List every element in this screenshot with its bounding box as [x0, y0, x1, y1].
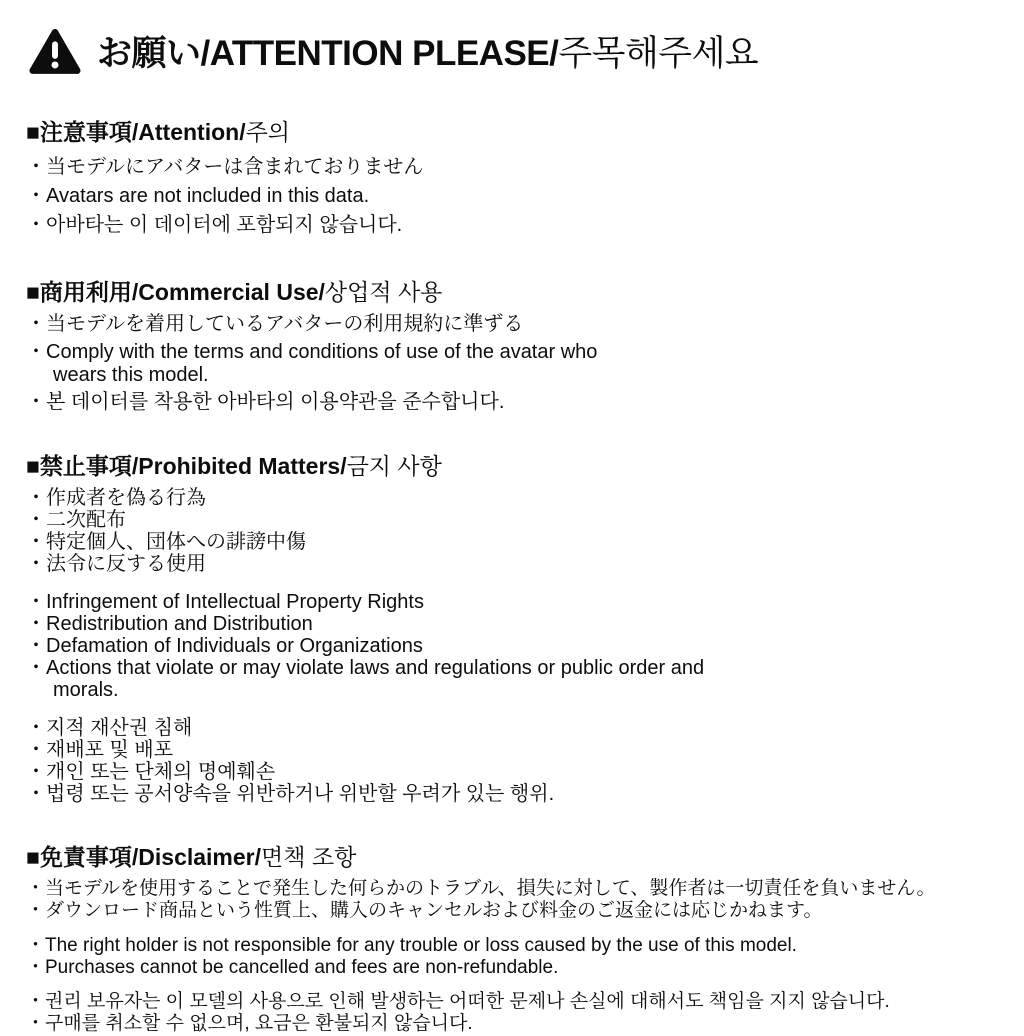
- page-title: [97, 26, 758, 76]
- bullet-line-kr: ・지적 재산권 침해: [26, 717, 193, 740]
- page-header: [28, 26, 998, 76]
- section-disclaimer: [26, 839, 998, 1035]
- heading-korean: 상업적 사용: [324, 279, 443, 305]
- bullet-line-kr: ・법령 또는 공서양속을 위반하거나 위반할 우려가 있는 행위.: [26, 783, 555, 806]
- bullet-line-jp: ・特定個人、団体への誹謗中傷: [26, 531, 306, 554]
- section-prohibited-matters-heading: [26, 448, 998, 481]
- heading-main: ■禁止事項/Prohibited Matters/: [26, 453, 347, 480]
- bullet-group-english: [26, 935, 998, 979]
- bullet-line-jp: ・ダウンロード商品という性質上、購入のキャンセルおよび料金のご返金には応じかねます。: [26, 900, 823, 922]
- page-title-korean: 주목해주세요: [558, 34, 759, 73]
- bullet-line-jp: ・法令に反する使用: [26, 553, 206, 576]
- bullet-line-jp: ・二次配布: [26, 509, 126, 532]
- heading-korean: 주의: [245, 119, 291, 145]
- heading-korean: 면책 조항: [261, 844, 357, 871]
- heading-main: ■商用利用/Commercial Use/: [26, 279, 325, 305]
- bullet-group-korean: [26, 991, 998, 1035]
- heading-main: ■免責事項/Disclaimer/: [26, 844, 262, 871]
- bullet-line-jp: ・当モデルを着用しているアバターの利用規約に準ずる: [26, 313, 524, 335]
- bullet-group-trilingual: [26, 153, 998, 240]
- bullet-line-kr: ・아바타는 이 데이터에 포함되지 않습니다.: [26, 214, 403, 236]
- section-disclaimer-heading: [26, 839, 998, 872]
- bullet-line-en: ・Comply with the terms and conditions of use of the avatar who wears this model.: [26, 340, 598, 386]
- bullet-group-trilingual: [26, 313, 998, 414]
- bullet-line-en: ・Defamation of Individuals or Organizations: [26, 635, 423, 658]
- section-commercial-use: [26, 274, 998, 414]
- bullet-line-jp: ・当モデルにアバターは含まれておりません: [26, 156, 424, 178]
- bullet-group-english: [26, 591, 998, 701]
- bullet-group-japanese: [26, 487, 998, 575]
- bullet-line-en: ・The right holder is not responsible for any trouble or loss caused by the use of this model.: [26, 934, 797, 956]
- bullet-group-korean: [26, 717, 998, 805]
- bullet-line-jp: ・作成者を偽る行為: [26, 487, 206, 510]
- bullet-line-kr: ・재배포 및 배포: [26, 739, 174, 762]
- section-attention-heading: [26, 114, 998, 147]
- bullet-line-en: ・Avatars are not included in this data.: [26, 185, 370, 207]
- warning-triangle-icon: [28, 27, 82, 75]
- bullet-line-kr: ・구매를 취소할 수 없으며, 요금은 환불되지 않습니다.: [26, 1013, 473, 1035]
- heading-korean: 금지 사항: [346, 453, 442, 480]
- bullet-line-kr: ・권리 보유자는 이 모델의 사용으로 인해 발생하는 어떠한 문제나 손실에 대해서도 책임을 지지 않습니다.: [26, 991, 890, 1013]
- bullet-line-en: ・Redistribution and Distribution: [26, 613, 313, 636]
- section-attention: [26, 114, 998, 240]
- section-commercial-use-heading: [26, 274, 998, 307]
- bullet-line-kr: ・본 데이터를 착용한 아바타의 이용약관을 준수합니다.: [26, 391, 505, 414]
- heading-main: ■注意事項/Attention/: [26, 119, 246, 145]
- bullet-group-japanese: [26, 878, 998, 922]
- section-prohibited-matters: [26, 448, 998, 805]
- bullet-line-en: ・Infringement of Intellectual Property Rights: [26, 591, 424, 614]
- bullet-line-en: ・Purchases cannot be cancelled and fees are non-refundable.: [26, 956, 559, 978]
- bullet-line-kr: ・개인 또는 단체의 명예훼손: [26, 761, 276, 784]
- bullet-line-jp: ・当モデルを使用することで発生した何らかのトラブル、損失に対して、製作者は一切責任を負いません。: [26, 878, 936, 900]
- bullet-line-en: ・Actions that violate or may violate laws and regulations or public order and morals.: [26, 657, 705, 702]
- page-title-main: お願い/ATTENTION PLEASE/: [97, 34, 559, 73]
